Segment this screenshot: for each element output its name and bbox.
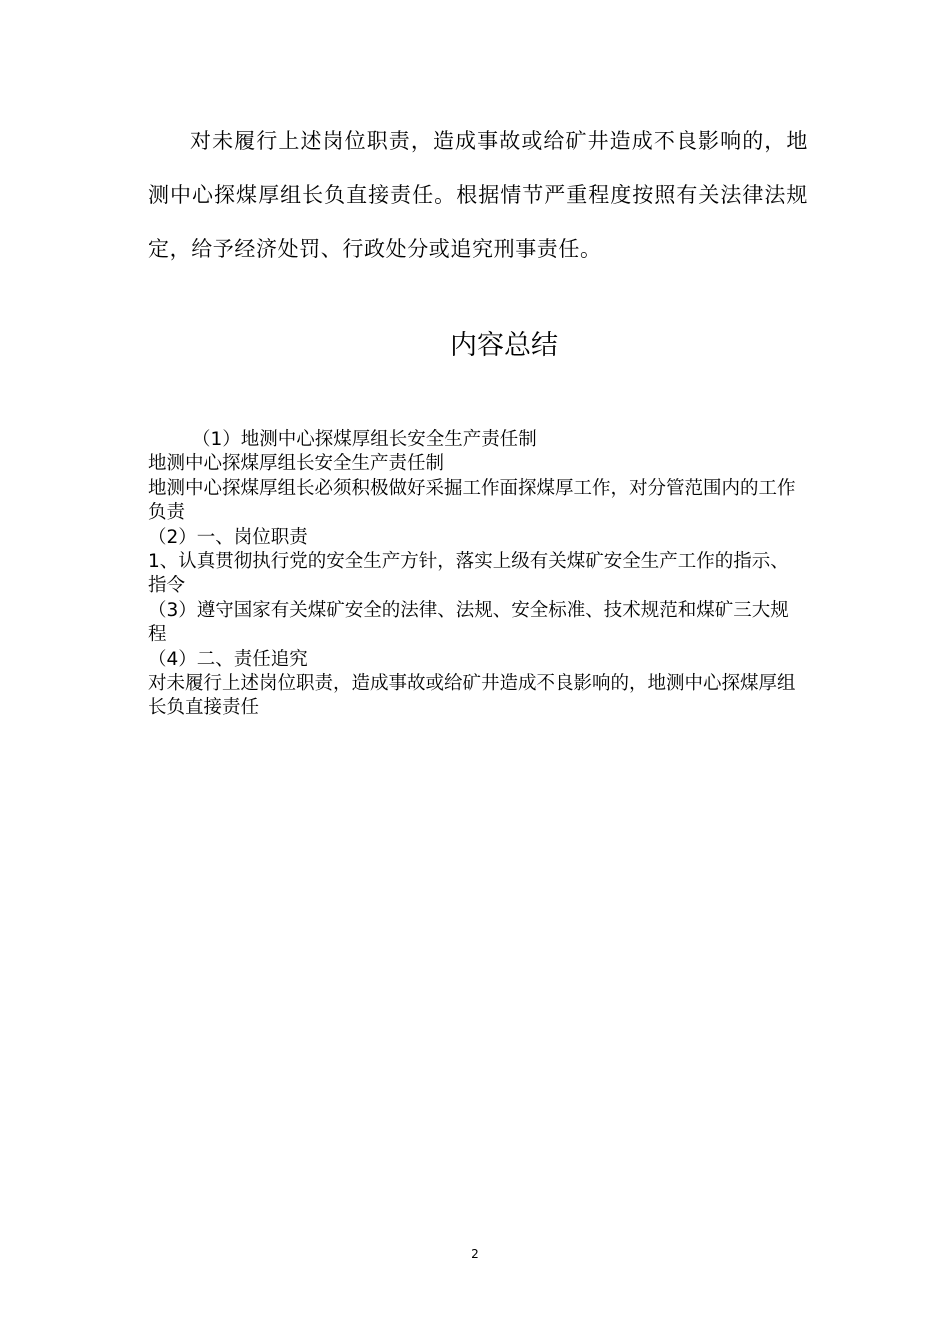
summary-title: 内容总结 — [450, 330, 558, 361]
summary-line: （2）一、岗位职责 — [148, 526, 308, 548]
summary-line: （4）二、责任追究 — [148, 648, 308, 670]
summary-line: （1）地测中心探煤厚组长安全生产责任制 — [192, 429, 537, 450]
summary-line: 对未履行上述岗位职责，造成事故或给矿井造成不良影响的，地测中心探煤厚组长负直接责任 — [148, 673, 796, 719]
summary-line: 地测中心探煤厚组长必须积极做好采掘工作面探煤厚工作，对分管范围内的工作负责 — [148, 477, 796, 524]
body-paragraph: 对未履行上述岗位职责，造成事故或给矿井造成不良影响的，地测中心探煤厚组长负直接责任。根据情节严重程度按照有关法律法规定，给予经济处罚、行政处分或追究刑事责任。 — [148, 129, 808, 261]
summary-line: （3）遵守国家有关煤矿安全的法律、法规、安全标准、技术规范和煤矿三大规程 — [148, 599, 789, 646]
summary-line: 地测中心探煤厚组长安全生产责任制 — [148, 453, 445, 475]
page-number: 2 — [471, 1247, 479, 1261]
summary-line: 1、认真贯彻执行党的安全生产方针，落实上级有关煤矿安全生产工作的指示、指令 — [148, 551, 789, 597]
summary-block — [148, 428, 798, 721]
